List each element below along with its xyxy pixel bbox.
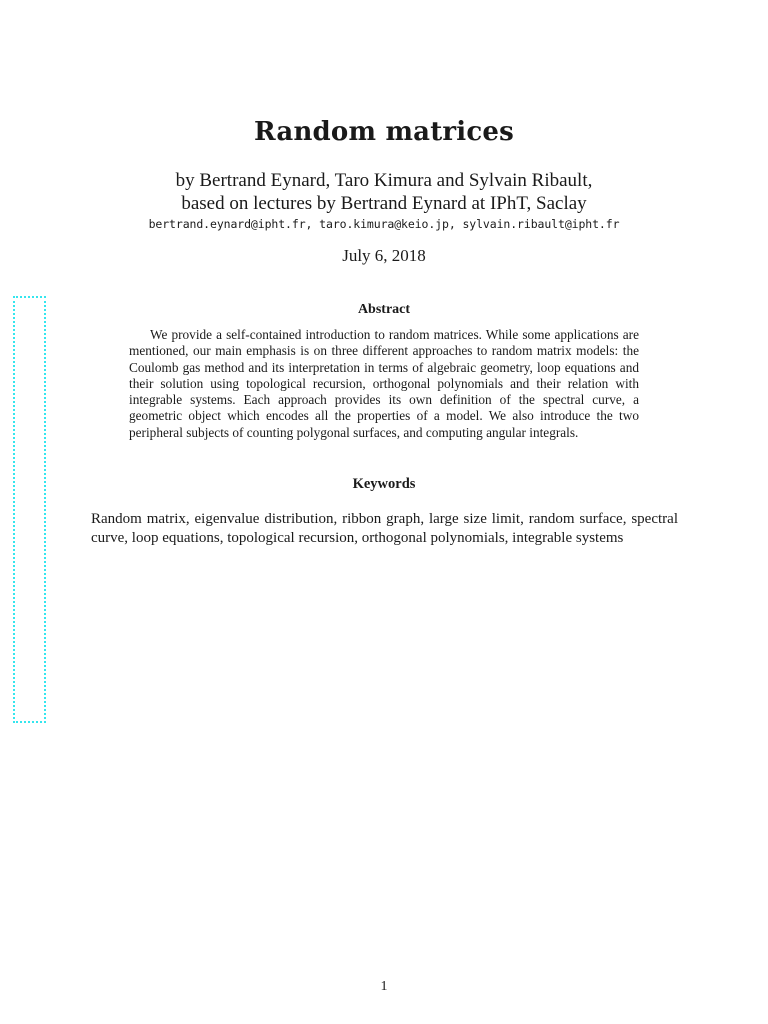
margin-selection-box [13, 296, 46, 723]
abstract-heading: Abstract [357, 302, 411, 317]
abstract-text: We provide a self-contained introduction to random matrices. While some applications are mentioned, our main emphasis is on three different approaches to random matrix models: the Coulomb gas method and its interpretation in terms of algebraic geometry, loop equations and their solution using topological recursion, orthogonal polynomials and their relation with integrable systems. Each approach provides its own definition of the spectral curve, a geometric object which encodes all the properties of a model. We also introduce the two peripheral subjects of counting polygonal surfaces, and computing angular integrals. [129, 327, 639, 440]
paper-title: Random matrices [254, 117, 514, 147]
lecture-attribution-line: based on lectures by Bertrand Eynard at IPhT, Saclay [181, 193, 587, 214]
keywords-heading: Keywords [352, 476, 416, 492]
author-emails: bertrand.eynard@ipht.fr, taro.kimura@keio.jp, sylvain.ribault@ipht.fr [148, 217, 620, 231]
authors-line: by Bertrand Eynard, Taro Kimura and Sylvain Ribault, [175, 170, 593, 191]
keywords-text: Random matrix, eigenvalue distribution, ribbon graph, large size limit, random surface, spectral curve, loop equations, topological recursion, orthogonal polynomials, integrable systems [91, 511, 678, 546]
publication-date: July 6, 2018 [342, 246, 426, 265]
page-number: 1 [380, 979, 388, 994]
